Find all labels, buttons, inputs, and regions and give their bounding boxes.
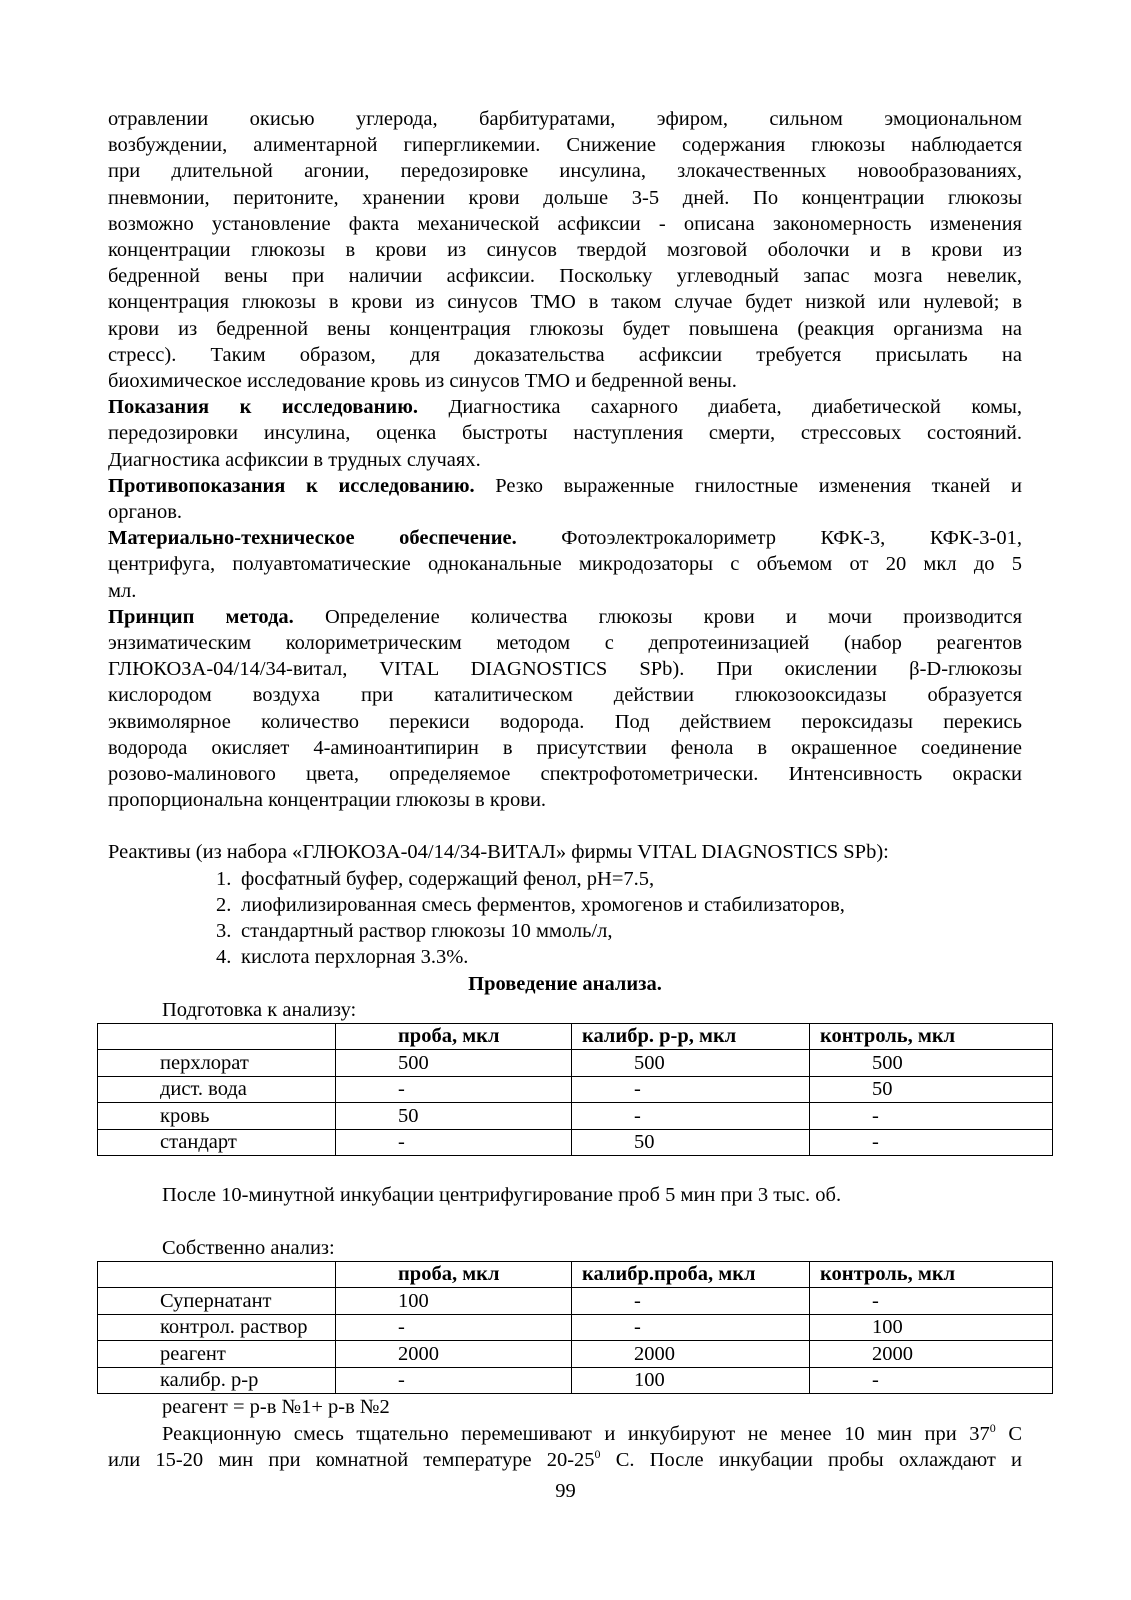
- text-line: стресс). Таким образом, для доказательства асфиксии требуется присылать на: [108, 343, 1022, 366]
- reagents-intro: Реактивы (из набора «ГЛЮКОЗА-04/14/34-ВИТАЛ» фирмы VITAL DIAGNOSTICS SPb):: [108, 841, 889, 864]
- list-item: [216, 866, 1022, 892]
- table-cell: дист. вода: [98, 1076, 336, 1103]
- principle-label: Принцип метода.: [108, 605, 294, 628]
- list-item-text: кислота перхлорная 3.3%.: [241, 946, 469, 969]
- table-cell: -: [336, 1314, 572, 1341]
- text-line: [108, 473, 1022, 499]
- page-number: 99: [555, 1480, 576, 1502]
- table-cell: -: [810, 1103, 1053, 1130]
- text-line: энзиматическим колориметрическим методом с депротеинизацией (набор реагентов: [108, 632, 1022, 655]
- paragraph-indications: [108, 394, 1022, 473]
- list-item-text: фосфатный буфер, содержащий фенол, pH=7.5,: [241, 867, 655, 890]
- table-row: [98, 1314, 1053, 1341]
- table-cell: Супернатант: [98, 1288, 336, 1315]
- incubation-note: После 10-минутной инкубации центрифугирование проб 5 мин при 3 тыс. об.: [162, 1184, 842, 1207]
- reagent-formula: реагент = р-в №1+ р-в №2: [162, 1396, 390, 1419]
- paragraph-contraindications: [108, 473, 1022, 525]
- text-line: [108, 394, 1022, 420]
- final-line1-unit: С: [995, 1422, 1022, 1445]
- text-line: розово-малинового цвета, определяемое спектрофотометрически. Интенсивность окраски: [108, 763, 1022, 786]
- degree-superscript: 0: [989, 1420, 996, 1435]
- indications-text: Диагностика сахарного диабета, диабетической комы,: [448, 396, 1022, 419]
- contraindications-text: Резко выраженные гнилостные изменения тканей и: [495, 474, 1022, 497]
- reagents-list: [216, 866, 1022, 971]
- paragraph-glucose-changes: [108, 106, 1022, 394]
- text-line: [108, 525, 1022, 551]
- paragraph-principle: [108, 604, 1022, 814]
- table-header-cell: калибр.проба, мкл: [572, 1261, 810, 1288]
- table-cell: 500: [336, 1050, 572, 1077]
- table-cell: 100: [810, 1314, 1053, 1341]
- final-line2-text: или 15-20 мин при комнатной температуре 20-25: [108, 1448, 595, 1471]
- table-cell: -: [572, 1314, 810, 1341]
- list-item-text: лиофилизированная смесь ферментов, хромогенов и стабилизаторов,: [241, 893, 845, 916]
- final-line2-text-end: С. После инкубации пробы охлаждают и: [600, 1448, 1022, 1471]
- text-line: водорода окисляет 4-аминоантипирин в присутствии фенола в окрашенное соединение: [108, 736, 1022, 759]
- table-cell: 50: [336, 1103, 572, 1130]
- table-header-cell: [98, 1261, 336, 1288]
- list-item: [216, 944, 1022, 970]
- final-line1-text: Реакционную смесь тщательно перемешивают и инкубируют не менее 10 мин при 37: [162, 1422, 990, 1445]
- table-cell: контрол. раствор: [98, 1314, 336, 1341]
- table-cell: -: [336, 1367, 572, 1394]
- list-item: [216, 918, 1022, 944]
- table-cell: калибр. р-р: [98, 1367, 336, 1394]
- page-body: [108, 106, 1022, 1473]
- table-cell: -: [572, 1076, 810, 1103]
- text-line: концентрация глюкозы в крови из синусов ТМО в таком случае будет низкой или нулевой; в: [108, 291, 1022, 314]
- table-header-cell: [98, 1023, 336, 1050]
- table-row: [98, 1341, 1053, 1368]
- table-cell: 100: [336, 1288, 572, 1315]
- analysis-label: Собственно анализ:: [162, 1236, 335, 1259]
- list-item-number: 1.: [216, 867, 232, 890]
- text-line: концентрации глюкозы в крови из синусов твердой мозговой оболочки и в крови из: [108, 239, 1022, 262]
- list-item-number: 4.: [216, 946, 232, 969]
- text-line: пневмонии, перитоните, хранении крови дольше 3-5 дней. По концентрации глюкозы: [108, 186, 1022, 209]
- table-row: [98, 1288, 1053, 1315]
- table-cell: реагент: [98, 1341, 336, 1368]
- text-line: эквимолярное количество перекиси водорода. Под действием пероксидазы перекись: [108, 710, 1022, 733]
- text-line: возможно установление факта механической асфиксии - описана закономерность изменения: [108, 212, 1022, 235]
- table-cell: 50: [572, 1129, 810, 1156]
- table-cell: 2000: [336, 1341, 572, 1368]
- table-cell: стандарт: [98, 1129, 336, 1156]
- table-cell: 500: [810, 1050, 1053, 1077]
- text-line: кислородом воздуха при каталитическом действии глюкозооксидазы образуется: [108, 684, 1022, 707]
- text-line: [108, 604, 1022, 630]
- text-line: передозировки инсулина, оценка быстроты наступления смерти, стрессовых состояний.: [108, 422, 1022, 445]
- table-header-cell: калибр. р-р, мкл: [572, 1023, 810, 1050]
- table-row: [98, 1103, 1053, 1130]
- degree-superscript: 0: [594, 1446, 601, 1461]
- table-row: [98, 1367, 1053, 1394]
- table-cell: -: [810, 1367, 1053, 1394]
- list-item: [216, 892, 1022, 918]
- text-line: крови из бедренной вены концентрация глюкозы будет повышена (реакция организма на: [108, 317, 1022, 340]
- equipment-text: Фотоэлектрокалориметр КФК-3, КФК-3-01,: [561, 527, 1022, 550]
- analysis-table: [97, 1261, 1053, 1395]
- table-cell: 2000: [572, 1341, 810, 1368]
- table-cell: -: [336, 1076, 572, 1103]
- spacer: [108, 1209, 1022, 1235]
- table-cell: -: [810, 1288, 1053, 1315]
- equipment-label: Материально-техническое обеспечение.: [108, 527, 517, 550]
- table-cell: -: [336, 1129, 572, 1156]
- prep-label: Подготовка к анализу:: [162, 998, 357, 1021]
- spacer: [108, 1156, 1022, 1182]
- spacer: [108, 813, 1022, 839]
- table-row: [98, 1129, 1053, 1156]
- text-line: Диагностика асфиксии в трудных случаях.: [108, 448, 481, 471]
- table-header-cell: контроль, мкл: [810, 1023, 1053, 1050]
- paragraph-equipment: [108, 525, 1022, 604]
- text-line: биохимическое исследование кровь из синусов ТМО и бедренной вены.: [108, 370, 737, 393]
- table-header-row: [98, 1023, 1053, 1050]
- text-line: органов.: [108, 501, 183, 524]
- table-cell: 2000: [810, 1341, 1053, 1368]
- table-cell: 50: [810, 1076, 1053, 1103]
- text-line: отравлении окисью углерода, барбитуратами, эфиром, сильном эмоциональном: [108, 108, 1022, 130]
- text-line: [108, 1447, 1022, 1473]
- list-item-text: стандартный раствор глюкозы 10 ммоль/л,: [241, 920, 613, 943]
- list-item-number: 2.: [216, 893, 232, 916]
- table-cell: -: [572, 1103, 810, 1130]
- table-cell: -: [572, 1288, 810, 1315]
- text-line: при длительной агонии, передозировке инсулина, злокачественных новообразованиях,: [108, 160, 1022, 183]
- table-cell: перхлорат: [98, 1050, 336, 1077]
- analysis-heading: Проведение анализа.: [468, 972, 662, 995]
- table-cell: -: [810, 1129, 1053, 1156]
- table-row: [98, 1076, 1053, 1103]
- prep-table: [97, 1023, 1053, 1157]
- text-line: бедренной вены при наличии асфиксии. Поскольку углеводный запас мозга невелик,: [108, 265, 1022, 288]
- text-line: ГЛЮКОЗА-04/14/34-витал, VITAL DIAGNOSTICS SPb). При окислении β-D-глюкозы: [108, 658, 1022, 681]
- list-item-number: 3.: [216, 920, 232, 943]
- principle-text: Определение количества глюкозы крови и мочи производится: [324, 605, 1023, 628]
- table-row: [98, 1050, 1053, 1077]
- indications-label: Показания к исследованию.: [108, 396, 419, 419]
- text-line: [108, 1421, 1022, 1447]
- table-header-cell: контроль, мкл: [810, 1261, 1053, 1288]
- table-header-row: [98, 1261, 1053, 1288]
- text-line: возбуждении, алиментарной гипергликемии. Снижение содержания глюкозы наблюдается: [108, 134, 1022, 157]
- table-cell: кровь: [98, 1103, 336, 1130]
- table-header-cell: проба, мкл: [336, 1261, 572, 1288]
- text-line: пропорциональна концентрации глюкозы в крови.: [108, 789, 547, 812]
- table-cell: 100: [572, 1367, 810, 1394]
- text-line: мл.: [108, 579, 137, 602]
- table-cell: 500: [572, 1050, 810, 1077]
- contraindications-label: Противопоказания к исследованию.: [108, 474, 475, 497]
- table-header-cell: проба, мкл: [336, 1023, 572, 1050]
- text-line: центрифуга, полуавтоматические одноканальные микродозаторы с объемом от 20 мкл до 5: [108, 553, 1022, 576]
